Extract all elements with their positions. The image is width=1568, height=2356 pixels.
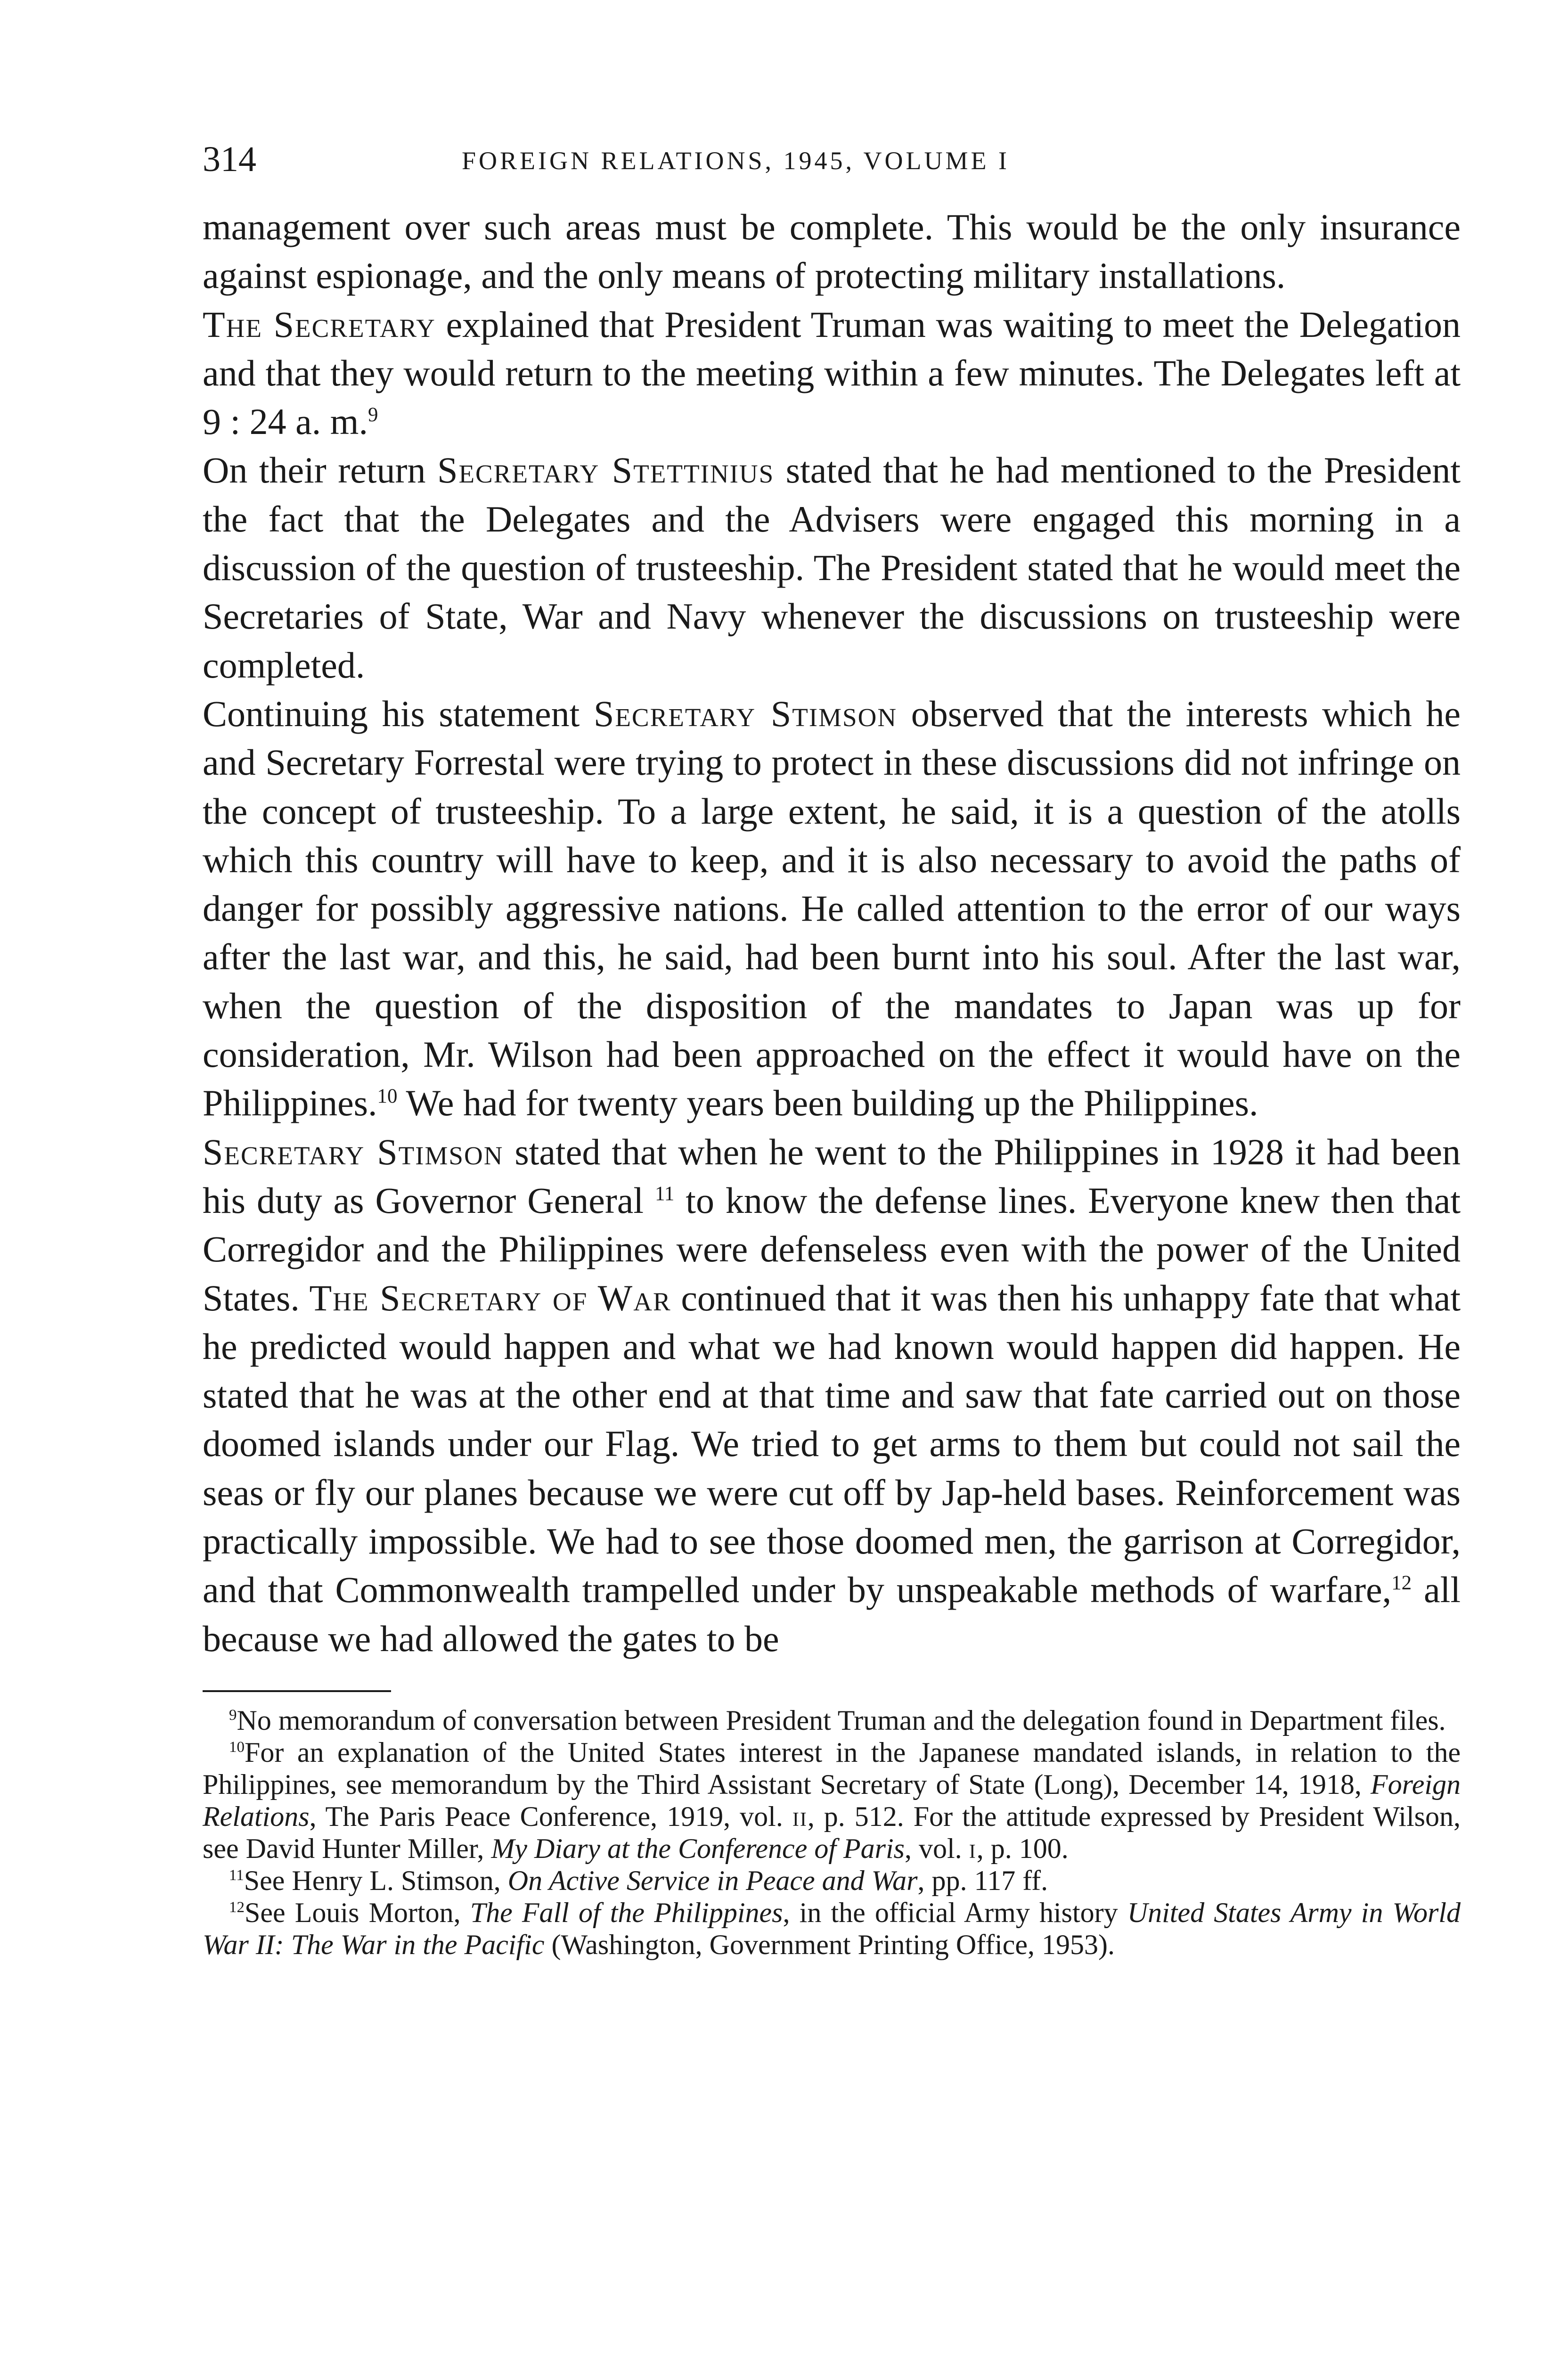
paragraph-text: On their return bbox=[203, 450, 438, 491]
footnote-text: , The Paris Peace Conference, 1919, vol. bbox=[309, 1800, 792, 1832]
paragraph-text: stated that when he went to the Philippines in 1928 it had been his duty as Governor General bbox=[203, 1131, 1461, 1221]
footnote-11 bbox=[203, 1865, 1461, 1897]
footnote-ref-9[interactable]: 9 bbox=[368, 404, 378, 426]
footnote-ref-11[interactable]: 11 bbox=[655, 1182, 675, 1205]
volume-numeral: ii bbox=[792, 1800, 808, 1832]
footnote-text: No memorandum of conversation between President Truman and the delegation found in Department files. bbox=[237, 1704, 1446, 1736]
paragraph-2 bbox=[203, 300, 1461, 446]
paragraph-1 bbox=[203, 203, 1461, 300]
footnote-9 bbox=[203, 1704, 1461, 1736]
footnote-text: See Louis Morton, bbox=[245, 1897, 470, 1928]
speaker-name: The Secretary bbox=[203, 303, 436, 345]
paragraph-text: continued that it was then his unhappy fate that what he predicted would happen and what we had known would happen did happen. He stated that he was at the other end at that time and saw that fate carried out on those doomed islands under our Flag. We tried to get arms to them but could not sail the seas or fly our planes because we were cut off by Jap-held bases. Reinforcement was practically impossible. We had to see those doomed men, the garrison at Corregidor, and that Commonwealth trampelled under by unspeakable methods of warfare, bbox=[203, 1277, 1461, 1611]
running-head: FOREIGN RELATIONS, 1945, VOLUME I bbox=[462, 147, 1010, 175]
speaker-name: The Secretary of War bbox=[309, 1277, 671, 1318]
paragraph-text: all because we had allowed the gates to be bbox=[203, 1569, 1461, 1659]
citation-title: On Active Service in Peace and War bbox=[507, 1865, 918, 1896]
footnotes bbox=[203, 1704, 1461, 1961]
citation-title: United States Army in World War II: The War in the Pacific bbox=[203, 1897, 1461, 1960]
footnote-number: 10 bbox=[229, 1738, 245, 1756]
citation-title: My Diary at the Conference of Paris bbox=[491, 1832, 905, 1864]
paragraph-5 bbox=[203, 1128, 1461, 1663]
volume-numeral: i bbox=[969, 1832, 977, 1864]
footnote-text: , p. 100. bbox=[976, 1832, 1069, 1864]
footnote-ref-10[interactable]: 10 bbox=[377, 1085, 398, 1108]
paragraph-4 bbox=[203, 689, 1461, 1128]
footnote-text: See Henry L. Stimson, bbox=[244, 1865, 508, 1896]
citation-title: The Fall of the Philippines bbox=[470, 1897, 783, 1928]
footnote-12 bbox=[203, 1897, 1461, 1961]
footnote-text: (Washington, Government Printing Office, 1953). bbox=[544, 1929, 1115, 1960]
footnote-number: 11 bbox=[229, 1866, 244, 1884]
paragraph-text: observed that the interests which he and Secretary Forrestal were trying to protect in these discussions did not infringe on the concept of trusteeship. To a large extent, he said, it is a question of the atolls which this country will have to keep, and it is also necessary to avoid the paths of danger for possibly aggressive nations. He called attention to the error of our ways after the last war, and this, he said, had been burnt into his soul. After the last war, when the question of the disposition of the mandates to Japan was up for consideration, Mr. Wilson had been approached on the effect it would have on the Philippines. bbox=[203, 693, 1461, 1124]
footnote-text: , in the official Army history bbox=[783, 1897, 1127, 1928]
footnote-text: , pp. 117 ff. bbox=[917, 1865, 1048, 1896]
paragraph-text: to know the defense lines. Everyone knew then that Corregidor and the Philippines were defenseless even with the power of the United States. bbox=[203, 1179, 1461, 1318]
paragraph-3 bbox=[203, 446, 1461, 689]
page-header bbox=[203, 141, 1461, 203]
paragraph-text: management over such areas must be complete. This would be the only insurance against espionage, and the only means of protecting military installations. bbox=[203, 206, 1461, 296]
paragraph-text: stated that he had mentioned to the President the fact that the Delegates and the Advisers were engaged this morning in a discussion of the question of trusteeship. The President stated that he would meet the Secretaries of State, War and Navy whenever the discussions on trusteeship were completed. bbox=[203, 450, 1461, 686]
footnote-divider bbox=[203, 1690, 391, 1692]
page-number: 314 bbox=[203, 139, 256, 179]
footnote-ref-12[interactable]: 12 bbox=[1391, 1572, 1412, 1595]
footnote-text: , p. 512. For the attitude expressed by President Wilson, see David Hunter Miller, bbox=[203, 1800, 1461, 1864]
footnote-10 bbox=[203, 1736, 1461, 1865]
paragraph-text: We had for twenty years been building up the Philippines. bbox=[397, 1082, 1258, 1124]
speaker-name: Secretary Stimson bbox=[203, 1131, 504, 1172]
citation-title: Foreign Relations bbox=[203, 1768, 1461, 1832]
document-page bbox=[203, 141, 1461, 1961]
footnote-number: 9 bbox=[229, 1706, 237, 1724]
speaker-name: Secretary Stettinius bbox=[437, 450, 775, 491]
body-text bbox=[203, 203, 1461, 1663]
footnote-text: For an explanation of the United States interest in the Japanese mandated islands, in relation to the Philippines, see memorandum by the Third Assistant Secretary of State (Long), December 14, 1918, bbox=[203, 1736, 1461, 1800]
paragraph-text: Continuing his statement bbox=[203, 693, 594, 734]
speaker-name: Secretary Stimson bbox=[593, 693, 898, 734]
footnote-text: , vol. bbox=[905, 1832, 969, 1864]
footnote-number: 12 bbox=[229, 1898, 245, 1916]
paragraph-text: explained that President Truman was waiting to meet the Delegation and that they would return to the meeting within a few minutes. The Delegates left at 9 : 24 a. m. bbox=[203, 303, 1461, 442]
